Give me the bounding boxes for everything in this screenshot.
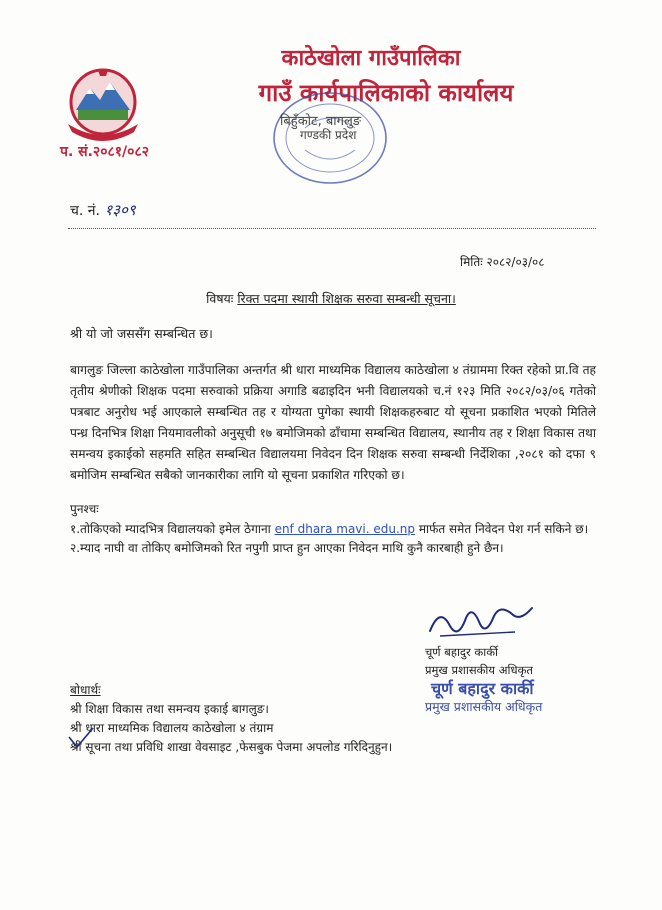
postscript-line-2: २.म्याद नाघी वा तोकिए बमोजिमको रित नपुगी प्राप्त हुन आएका निवेदन माथि कुनै कारबाही हुने छैन। xyxy=(70,541,504,555)
checkmark-icon xyxy=(66,725,96,751)
signer-designation: प्रमुख प्रशासकीय अधिकृत xyxy=(425,663,533,677)
copy-to-list xyxy=(70,681,392,757)
copy-to-item: श्री धारा माध्यमिक विद्यालय काठेखोला ४ तंग्राम xyxy=(70,721,274,735)
postscript-heading: पुनश्चः xyxy=(70,502,99,516)
letter-subject xyxy=(0,290,662,307)
office-title: गाउँ कार्यपालिकाको कार्यालय xyxy=(258,79,514,107)
subject-label: विषयः xyxy=(206,291,234,306)
letter-body: बागलुङ जिल्ला काठेखोला गाउँपालिका अन्तर्गत श्री धारा माध्यमिक विद्यालय काठेखोला ४ तंग्राममा रिक्त रहेको प्रा.वि तह तृतीय श्रेणीको शिक्षक पदमा सरुवाको प्रक्रिया अगाडि बढाइदिन भनी विद्यालयको च.नं १२३ मिति २०८२/०३/०६ गतेको पत्रबाट अनुरोध भई आएकाले सम्बन्धित तह र योग्यता पुगेका स्थायी शिक्षकहरुबाट यो सूचना प्रकाशित भएको मितिले पन्ध्र दिनभित्र शिक्षा नियमावलीको अनुसूची १७ बमोजिमको ढाँचामा सम्बन्धित विद्यालय, स्थानीय तह र शिक्षा विकास तथा समन्वय इकाईको सहमति सहित सम्बन्धित विद्यालयमा निवेदन दिन शिक्षक सरुवा सम्बन्धी निर्देशिका ,२०८१ को दफा ९ बमोजिम सम्बन्धित सबैको जानकारीका लागि यो सूचना प्रकाशित गरिएको छ। xyxy=(70,363,596,482)
office-province: गण्डकी प्रदेश xyxy=(300,128,357,142)
copy-to-item: श्री शिक्षा विकास तथा समन्वय इकाई बागलुङ। xyxy=(70,702,269,716)
copy-to-heading: बोधार्थः xyxy=(70,683,101,697)
signature-icon xyxy=(420,596,540,646)
school-email-link[interactable]: enf dhara mavi. edu.np xyxy=(274,521,416,536)
copy-to-item: श्री सूचना तथा प्रविधि शाखा वेवसाइट ,फेसबुक पेजमा अपलोड गरिदिनुहुन। xyxy=(70,740,393,754)
postscript-line-1 xyxy=(70,520,610,540)
subject-text: रिक्त पदमा स्थायी शिक्षक सरुवा सम्बन्धी सूचना। xyxy=(237,291,456,306)
postscript-line-1-post: मार्फत समेत निवेदन पेश गर्न सकिने छ। xyxy=(418,521,589,536)
signer-block xyxy=(425,643,533,679)
fiscal-reference: प. सं.२०८१/०८२ xyxy=(60,144,149,160)
postscript-line-1-pre: १.तोकिएको म्यादभित्र विद्यालयको इमेल ठेगाना xyxy=(70,521,271,536)
stamp-designation: प्रमुख प्रशासकीय अधिकृत xyxy=(425,699,543,714)
divider xyxy=(68,228,596,229)
office-address: बिहुँकोट, बागलुङ xyxy=(280,114,362,129)
postscript xyxy=(70,500,610,559)
name-stamp xyxy=(425,680,542,716)
letter-date: मितिः २०८२/०३/०८ xyxy=(460,255,545,269)
stamp-name: चूर्ण बहादुर कार्की xyxy=(431,679,534,698)
office-name: काठेखोला गाउँपालिका xyxy=(281,46,461,71)
dispatch-value: १३०९ xyxy=(104,201,136,219)
signer-name: चूर्ण बहादुर कार्की xyxy=(425,645,499,659)
salutation: श्री यो जो जससँग सम्बन्धित छ। xyxy=(70,326,213,341)
dispatch-label: च. नं. xyxy=(70,203,101,219)
dispatch-number xyxy=(70,200,136,220)
